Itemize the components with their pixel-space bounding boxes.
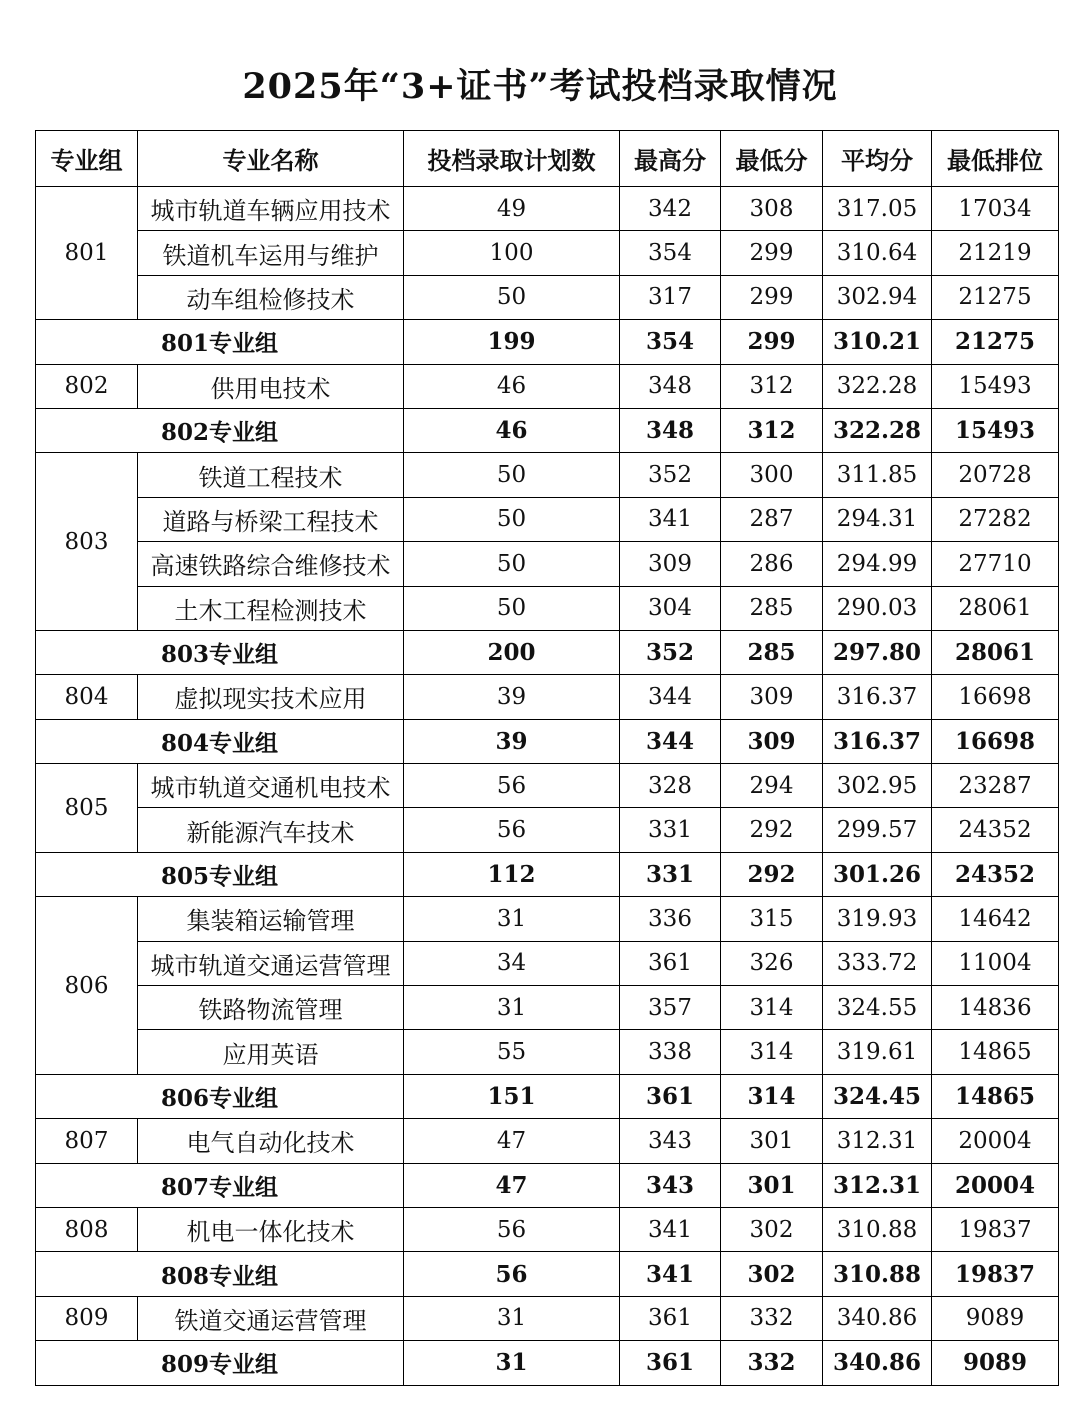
- group-subtotal-row: [36, 1163, 1059, 1207]
- subtotal-suffix: 专业组: [209, 1174, 279, 1201]
- subtotal-plan-count-cell: 56: [404, 1252, 620, 1296]
- max-score-cell: 336: [620, 897, 721, 941]
- subtotal-plan-count-cell: 200: [404, 630, 620, 674]
- plan-count-cell: 50: [404, 497, 620, 541]
- subtotal-avg-score-cell: 301.26: [823, 852, 932, 896]
- min-rank-cell: 20728: [932, 453, 1059, 497]
- subtotal-min-rank-cell: 20004: [932, 1163, 1059, 1207]
- plan-count-cell: 50: [404, 453, 620, 497]
- max-score-cell: 317: [620, 275, 721, 319]
- major-row: [36, 231, 1059, 275]
- plan-count-cell: 50: [404, 542, 620, 586]
- group-code-cell: 805: [36, 764, 138, 853]
- avg-score-cell: 333.72: [823, 941, 932, 985]
- major-name-cell: 城市轨道车辆应用技术: [138, 187, 404, 231]
- subtotal-min-score-cell: 314: [721, 1074, 823, 1118]
- subtotal-group-code: 803: [161, 641, 210, 669]
- min-rank-cell: 19837: [932, 1207, 1059, 1251]
- max-score-cell: 304: [620, 586, 721, 630]
- table-body: [36, 187, 1059, 1386]
- header-max-score: 最高分: [620, 131, 721, 187]
- avg-score-cell: 294.31: [823, 497, 932, 541]
- subtotal-label-cell: [36, 1074, 404, 1118]
- subtotal-suffix: 专业组: [209, 1086, 279, 1112]
- min-rank-cell: 23287: [932, 764, 1059, 808]
- major-name-cell: 土木工程检测技术: [138, 586, 404, 630]
- subtotal-max-score-cell: 341: [620, 1252, 721, 1296]
- major-name-cell: 供用电技术: [138, 364, 404, 408]
- subtotal-avg-score-cell: 322.28: [823, 408, 932, 452]
- major-row: [36, 275, 1059, 319]
- subtotal-min-rank-cell: 9089: [932, 1341, 1059, 1385]
- group-code-cell: 806: [36, 897, 138, 1075]
- major-row: [36, 941, 1059, 985]
- major-name-cell: 虚拟现实技术应用: [138, 675, 404, 719]
- group-subtotal-row: [36, 1252, 1059, 1296]
- min-score-cell: 326: [721, 941, 823, 985]
- max-score-cell: 309: [620, 542, 721, 586]
- group-code-cell: 807: [36, 1119, 138, 1163]
- group-code-cell: 801: [36, 187, 138, 320]
- avg-score-cell: 311.85: [823, 453, 932, 497]
- avg-score-cell: 340.86: [823, 1296, 932, 1340]
- subtotal-group-code: 806: [161, 1085, 210, 1112]
- subtotal-label-cell: [36, 1163, 404, 1207]
- major-name-cell: 动车组检修技术: [138, 275, 404, 319]
- max-score-cell: 348: [620, 364, 721, 408]
- group-code-cell: 808: [36, 1207, 138, 1251]
- subtotal-min-rank-cell: 15493: [932, 408, 1059, 452]
- major-row: [36, 897, 1059, 941]
- avg-score-cell: 319.61: [823, 1030, 932, 1074]
- min-score-cell: 314: [721, 1030, 823, 1074]
- major-row: [36, 764, 1059, 808]
- header-min-rank: 最低排位: [932, 131, 1059, 187]
- major-row: [36, 1119, 1059, 1163]
- header-plan-count: 投档录取计划数: [404, 131, 620, 187]
- major-name-cell: 应用英语: [138, 1030, 404, 1074]
- plan-count-cell: 49: [404, 187, 620, 231]
- max-score-cell: 328: [620, 764, 721, 808]
- min-rank-cell: 20004: [932, 1119, 1059, 1163]
- subtotal-avg-score-cell: 297.80: [823, 630, 932, 674]
- min-score-cell: 312: [721, 364, 823, 408]
- max-score-cell: 341: [620, 1207, 721, 1251]
- group-code-cell: 803: [36, 453, 138, 631]
- min-score-cell: 299: [721, 275, 823, 319]
- group-code-cell: 809: [36, 1296, 138, 1340]
- subtotal-min-rank-cell: 14865: [932, 1074, 1059, 1118]
- max-score-cell: 361: [620, 941, 721, 985]
- plan-count-cell: 55: [404, 1030, 620, 1074]
- max-score-cell: 361: [620, 1296, 721, 1340]
- max-score-cell: 354: [620, 231, 721, 275]
- subtotal-max-score-cell: 361: [620, 1341, 721, 1385]
- min-score-cell: 309: [721, 675, 823, 719]
- header-major-name: 专业名称: [138, 131, 404, 187]
- subtotal-min-score-cell: 285: [721, 630, 823, 674]
- avg-score-cell: 294.99: [823, 542, 932, 586]
- avg-score-cell: 312.31: [823, 1119, 932, 1163]
- major-name-cell: 铁道工程技术: [138, 453, 404, 497]
- plan-count-cell: 56: [404, 764, 620, 808]
- min-score-cell: 294: [721, 764, 823, 808]
- avg-score-cell: 310.88: [823, 1207, 932, 1251]
- group-subtotal-row: [36, 1341, 1059, 1385]
- group-subtotal-row: [36, 1074, 1059, 1118]
- major-row: [36, 187, 1059, 231]
- subtotal-min-rank-cell: 28061: [932, 630, 1059, 674]
- subtotal-avg-score-cell: 310.88: [823, 1252, 932, 1296]
- admission-results-table: [35, 130, 1059, 1386]
- header-group: 专业组: [36, 131, 138, 187]
- major-name-cell: 道路与桥梁工程技术: [138, 497, 404, 541]
- max-score-cell: 338: [620, 1030, 721, 1074]
- subtotal-max-score-cell: 361: [620, 1074, 721, 1118]
- major-row: [36, 497, 1059, 541]
- plan-count-cell: 31: [404, 1296, 620, 1340]
- avg-score-cell: 302.94: [823, 275, 932, 319]
- group-subtotal-row: [36, 408, 1059, 452]
- plan-count-cell: 100: [404, 231, 620, 275]
- plan-count-cell: 31: [404, 986, 620, 1030]
- major-row: [36, 675, 1059, 719]
- min-rank-cell: 24352: [932, 808, 1059, 852]
- subtotal-plan-count-cell: 199: [404, 320, 620, 364]
- major-row: [36, 1296, 1059, 1340]
- avg-score-cell: 317.05: [823, 187, 932, 231]
- plan-count-cell: 50: [404, 275, 620, 319]
- min-score-cell: 299: [721, 231, 823, 275]
- subtotal-suffix: 专业组: [209, 331, 279, 358]
- subtotal-max-score-cell: 352: [620, 630, 721, 674]
- subtotal-avg-score-cell: 312.31: [823, 1163, 932, 1207]
- major-row: [36, 364, 1059, 408]
- major-name-cell: 铁路物流管理: [138, 986, 404, 1030]
- major-name-cell: 城市轨道交通运营管理: [138, 941, 404, 985]
- subtotal-label-cell: [36, 852, 404, 896]
- subtotal-min-score-cell: 302: [721, 1252, 823, 1296]
- subtotal-group-code: 802: [161, 419, 210, 447]
- min-rank-cell: 14642: [932, 897, 1059, 941]
- major-name-cell: 铁道交通运营管理: [138, 1296, 404, 1340]
- group-code-cell: 802: [36, 364, 138, 408]
- subtotal-min-score-cell: 301: [721, 1163, 823, 1207]
- avg-score-cell: 290.03: [823, 586, 932, 630]
- subtotal-group-code: 804: [161, 729, 210, 757]
- avg-score-cell: 316.37: [823, 675, 932, 719]
- subtotal-label-cell: [36, 719, 404, 763]
- group-code-cell: 804: [36, 675, 138, 719]
- min-rank-cell: 15493: [932, 364, 1059, 408]
- subtotal-avg-score-cell: 310.21: [823, 320, 932, 364]
- subtotal-max-score-cell: 331: [620, 852, 721, 896]
- major-row: [36, 1207, 1059, 1251]
- page-title: 2025年“3+证书”考试投档录取情况: [242, 66, 838, 107]
- min-rank-cell: 21275: [932, 275, 1059, 319]
- subtotal-min-score-cell: 299: [721, 320, 823, 364]
- subtotal-label-cell: [36, 320, 404, 364]
- min-score-cell: 302: [721, 1207, 823, 1251]
- plan-count-cell: 46: [404, 364, 620, 408]
- avg-score-cell: 322.28: [823, 364, 932, 408]
- subtotal-label-cell: [36, 1252, 404, 1296]
- major-row: [36, 986, 1059, 1030]
- header-avg-score: 平均分: [823, 131, 932, 187]
- subtotal-plan-count-cell: 46: [404, 408, 620, 452]
- subtotal-plan-count-cell: 151: [404, 1074, 620, 1118]
- major-row: [36, 453, 1059, 497]
- subtotal-min-rank-cell: 24352: [932, 852, 1059, 896]
- subtotal-min-score-cell: 292: [721, 852, 823, 896]
- subtotal-plan-count-cell: 47: [404, 1163, 620, 1207]
- min-rank-cell: 11004: [932, 941, 1059, 985]
- subtotal-label-cell: [36, 1341, 404, 1385]
- max-score-cell: 342: [620, 187, 721, 231]
- min-rank-cell: 21219: [932, 231, 1059, 275]
- plan-count-cell: 39: [404, 675, 620, 719]
- subtotal-group-code: 809: [161, 1351, 210, 1379]
- min-rank-cell: 9089: [932, 1296, 1059, 1340]
- subtotal-min-score-cell: 312: [721, 408, 823, 452]
- major-name-cell: 城市轨道交通机电技术: [138, 764, 404, 808]
- subtotal-plan-count-cell: 112: [404, 852, 620, 896]
- min-score-cell: 285: [721, 586, 823, 630]
- min-rank-cell: 27710: [932, 542, 1059, 586]
- min-score-cell: 286: [721, 542, 823, 586]
- max-score-cell: 352: [620, 453, 721, 497]
- subtotal-suffix: 专业组: [209, 730, 279, 757]
- subtotal-label-cell: [36, 630, 404, 674]
- min-score-cell: 287: [721, 497, 823, 541]
- subtotal-min-rank-cell: 21275: [932, 320, 1059, 364]
- subtotal-group-code: 807: [161, 1173, 210, 1201]
- avg-score-cell: 299.57: [823, 808, 932, 852]
- major-row: [36, 542, 1059, 586]
- subtotal-max-score-cell: 348: [620, 408, 721, 452]
- max-score-cell: 357: [620, 986, 721, 1030]
- header-min-score: 最低分: [721, 131, 823, 187]
- subtotal-suffix: 专业组: [209, 420, 279, 447]
- subtotal-label-cell: [36, 408, 404, 452]
- subtotal-suffix: 专业组: [209, 1263, 279, 1290]
- major-row: [36, 808, 1059, 852]
- subtotal-group-code: 808: [161, 1262, 210, 1290]
- avg-score-cell: 310.64: [823, 231, 932, 275]
- max-score-cell: 343: [620, 1119, 721, 1163]
- plan-count-cell: 56: [404, 808, 620, 852]
- min-rank-cell: 27282: [932, 497, 1059, 541]
- subtotal-plan-count-cell: 39: [404, 719, 620, 763]
- min-score-cell: 314: [721, 986, 823, 1030]
- plan-count-cell: 47: [404, 1119, 620, 1163]
- plan-count-cell: 50: [404, 586, 620, 630]
- avg-score-cell: 324.55: [823, 986, 932, 1030]
- major-name-cell: 新能源汽车技术: [138, 808, 404, 852]
- min-score-cell: 292: [721, 808, 823, 852]
- subtotal-avg-score-cell: 324.45: [823, 1074, 932, 1118]
- subtotal-max-score-cell: 344: [620, 719, 721, 763]
- avg-score-cell: 302.95: [823, 764, 932, 808]
- header-row: [36, 131, 1059, 187]
- plan-count-cell: 31: [404, 897, 620, 941]
- major-row: [36, 1030, 1059, 1074]
- major-name-cell: 集装箱运输管理: [138, 897, 404, 941]
- min-score-cell: 315: [721, 897, 823, 941]
- subtotal-max-score-cell: 343: [620, 1163, 721, 1207]
- group-subtotal-row: [36, 852, 1059, 896]
- subtotal-max-score-cell: 354: [620, 320, 721, 364]
- min-score-cell: 300: [721, 453, 823, 497]
- plan-count-cell: 56: [404, 1207, 620, 1251]
- subtotal-group-code: 801: [161, 330, 210, 358]
- subtotal-min-score-cell: 309: [721, 719, 823, 763]
- group-subtotal-row: [36, 320, 1059, 364]
- min-rank-cell: 28061: [932, 586, 1059, 630]
- min-score-cell: 301: [721, 1119, 823, 1163]
- plan-count-cell: 34: [404, 941, 620, 985]
- major-name-cell: 电气自动化技术: [138, 1119, 404, 1163]
- group-subtotal-row: [36, 630, 1059, 674]
- min-rank-cell: 14836: [932, 986, 1059, 1030]
- subtotal-min-score-cell: 332: [721, 1341, 823, 1385]
- major-name-cell: 机电一体化技术: [138, 1207, 404, 1251]
- subtotal-avg-score-cell: 316.37: [823, 719, 932, 763]
- subtotal-suffix: 专业组: [209, 864, 279, 891]
- min-rank-cell: 14865: [932, 1030, 1059, 1074]
- max-score-cell: 331: [620, 808, 721, 852]
- subtotal-min-rank-cell: 16698: [932, 719, 1059, 763]
- subtotal-suffix: 专业组: [209, 642, 279, 669]
- major-row: [36, 586, 1059, 630]
- max-score-cell: 344: [620, 675, 721, 719]
- max-score-cell: 341: [620, 497, 721, 541]
- min-rank-cell: 16698: [932, 675, 1059, 719]
- min-rank-cell: 17034: [932, 187, 1059, 231]
- major-name-cell: 铁道机车运用与维护: [138, 231, 404, 275]
- min-score-cell: 332: [721, 1296, 823, 1340]
- subtotal-plan-count-cell: 31: [404, 1341, 620, 1385]
- group-subtotal-row: [36, 719, 1059, 763]
- major-name-cell: 高速铁路综合维修技术: [138, 542, 404, 586]
- subtotal-suffix: 专业组: [209, 1352, 279, 1379]
- min-score-cell: 308: [721, 187, 823, 231]
- subtotal-min-rank-cell: 19837: [932, 1252, 1059, 1296]
- subtotal-avg-score-cell: 340.86: [823, 1341, 932, 1385]
- avg-score-cell: 319.93: [823, 897, 932, 941]
- subtotal-group-code: 805: [161, 863, 210, 891]
